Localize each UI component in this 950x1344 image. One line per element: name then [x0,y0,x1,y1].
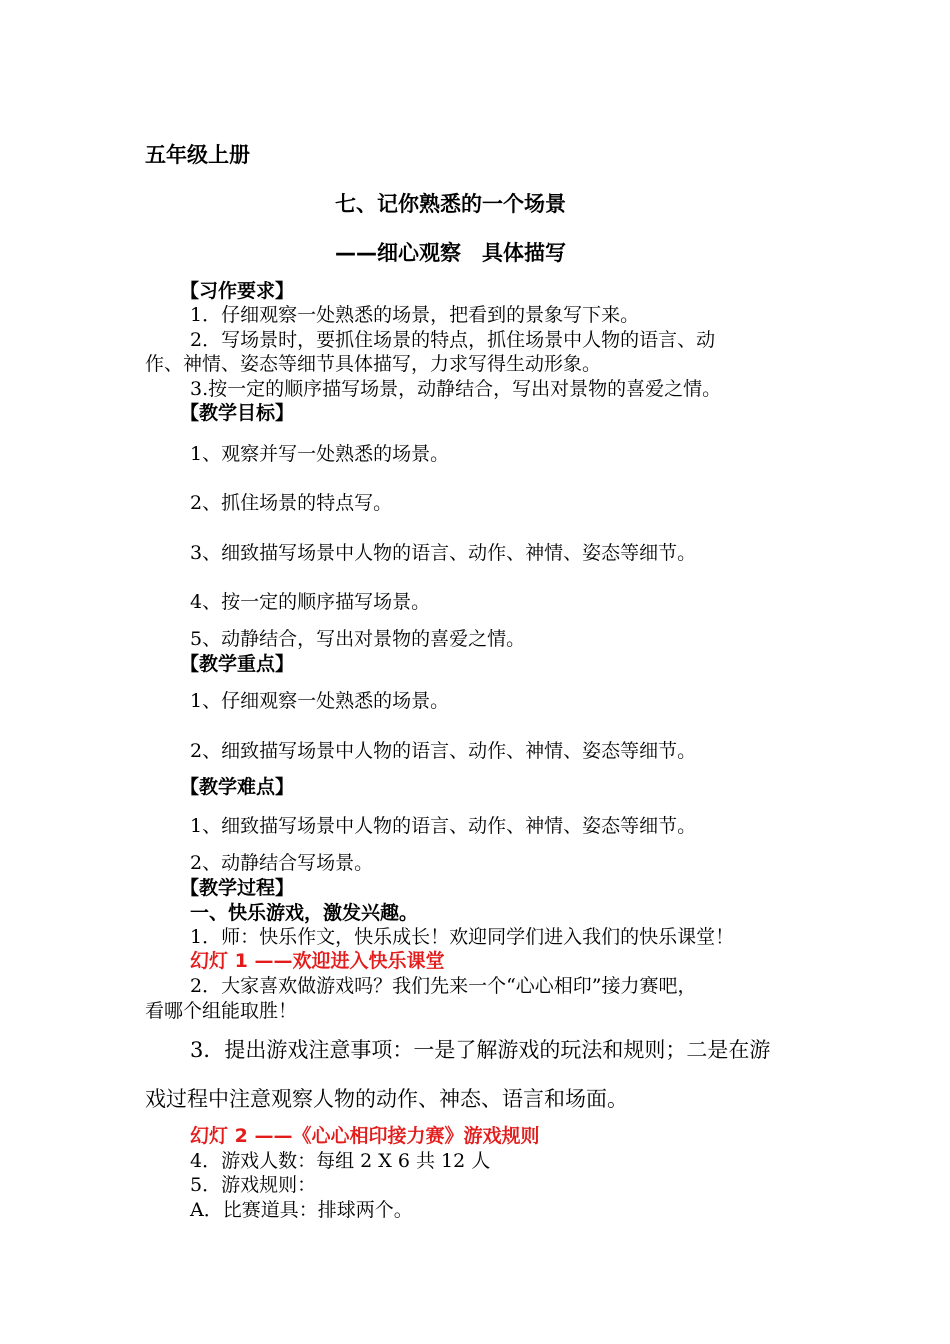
requirement-item-3: 3.按一定的顺序描写场景，动静结合，写出对景物的喜爱之情。 [190,378,722,400]
process-step-2-line-2: 看哪个组能取胜！ [145,1000,298,1022]
goal-item-1: 1、观察并写一处熟悉的场景。 [190,443,450,465]
difficulty-item-1: 1、细致描写场景中人物的语言、动作、神情、姿态等细节。 [190,815,697,837]
section-1-heading: 一、快乐游戏，激发兴趣。 [190,902,419,924]
process-step-3-line-1: 3．提出游戏注意事项：一是了解游戏的玩法和规则；二是在游 [190,1038,771,1062]
difficulties-heading: 【教学难点】 [180,776,295,798]
key-point-item-2: 2、细致描写场景中人物的语言、动作、神情、姿态等细节。 [190,740,697,762]
requirement-item-2-line-1: 2．写场景时，要抓住场景的特点，抓住场景中人物的语言、动 [190,329,716,351]
goals-heading: 【教学目标】 [180,402,295,424]
grade-label: 五年级上册 [145,143,250,167]
process-step-3-line-2: 戏过程中注意观察人物的动作、神态、语言和场面。 [145,1087,628,1111]
process-heading: 【教学过程】 [180,877,295,899]
lesson-title: 七、记你熟悉的一个场景 [335,192,566,216]
process-step-a: A．比赛道具：排球两个。 [190,1199,413,1221]
key-point-item-1: 1、仔细观察一处熟悉的场景。 [190,690,450,712]
slide-2-label: 幻灯 2 ——《心心相印接力赛》游戏规则 [190,1125,540,1147]
process-step-2-line-1: 2．大家喜欢做游戏吗？我们先来一个“心心相印”接力赛吧， [190,975,697,997]
process-step-1: 1．师：快乐作文，快乐成长！欢迎同学们进入我们的快乐课堂！ [190,926,735,948]
goal-item-4: 4、按一定的顺序描写场景。 [190,591,431,613]
process-step-4: 4．游戏人数：每组 2 X 6 共 12 人 [190,1150,491,1172]
goal-item-3: 3、细致描写场景中人物的语言、动作、神情、姿态等细节。 [190,542,697,564]
goal-item-5: 5、动静结合，写出对景物的喜爱之情。 [190,628,526,650]
requirements-heading: 【习作要求】 [180,280,295,302]
goal-item-2: 2、抓住场景的特点写。 [190,492,393,514]
key-points-heading: 【教学重点】 [180,653,295,675]
difficulty-item-2: 2、动静结合写场景。 [190,852,374,874]
lesson-subtitle: ——细心观察 具体描写 [335,241,566,265]
slide-1-label: 幻灯 1 ——欢迎进入快乐课堂 [190,950,445,972]
requirement-item-1: 1．仔细观察一处熟悉的场景，把看到的景象写下来。 [190,304,640,326]
process-step-5: 5．游戏规则： [190,1174,317,1196]
requirement-item-2-line-2: 作、神情、姿态等细节具体描写，力求写得生动形象。 [145,353,602,375]
